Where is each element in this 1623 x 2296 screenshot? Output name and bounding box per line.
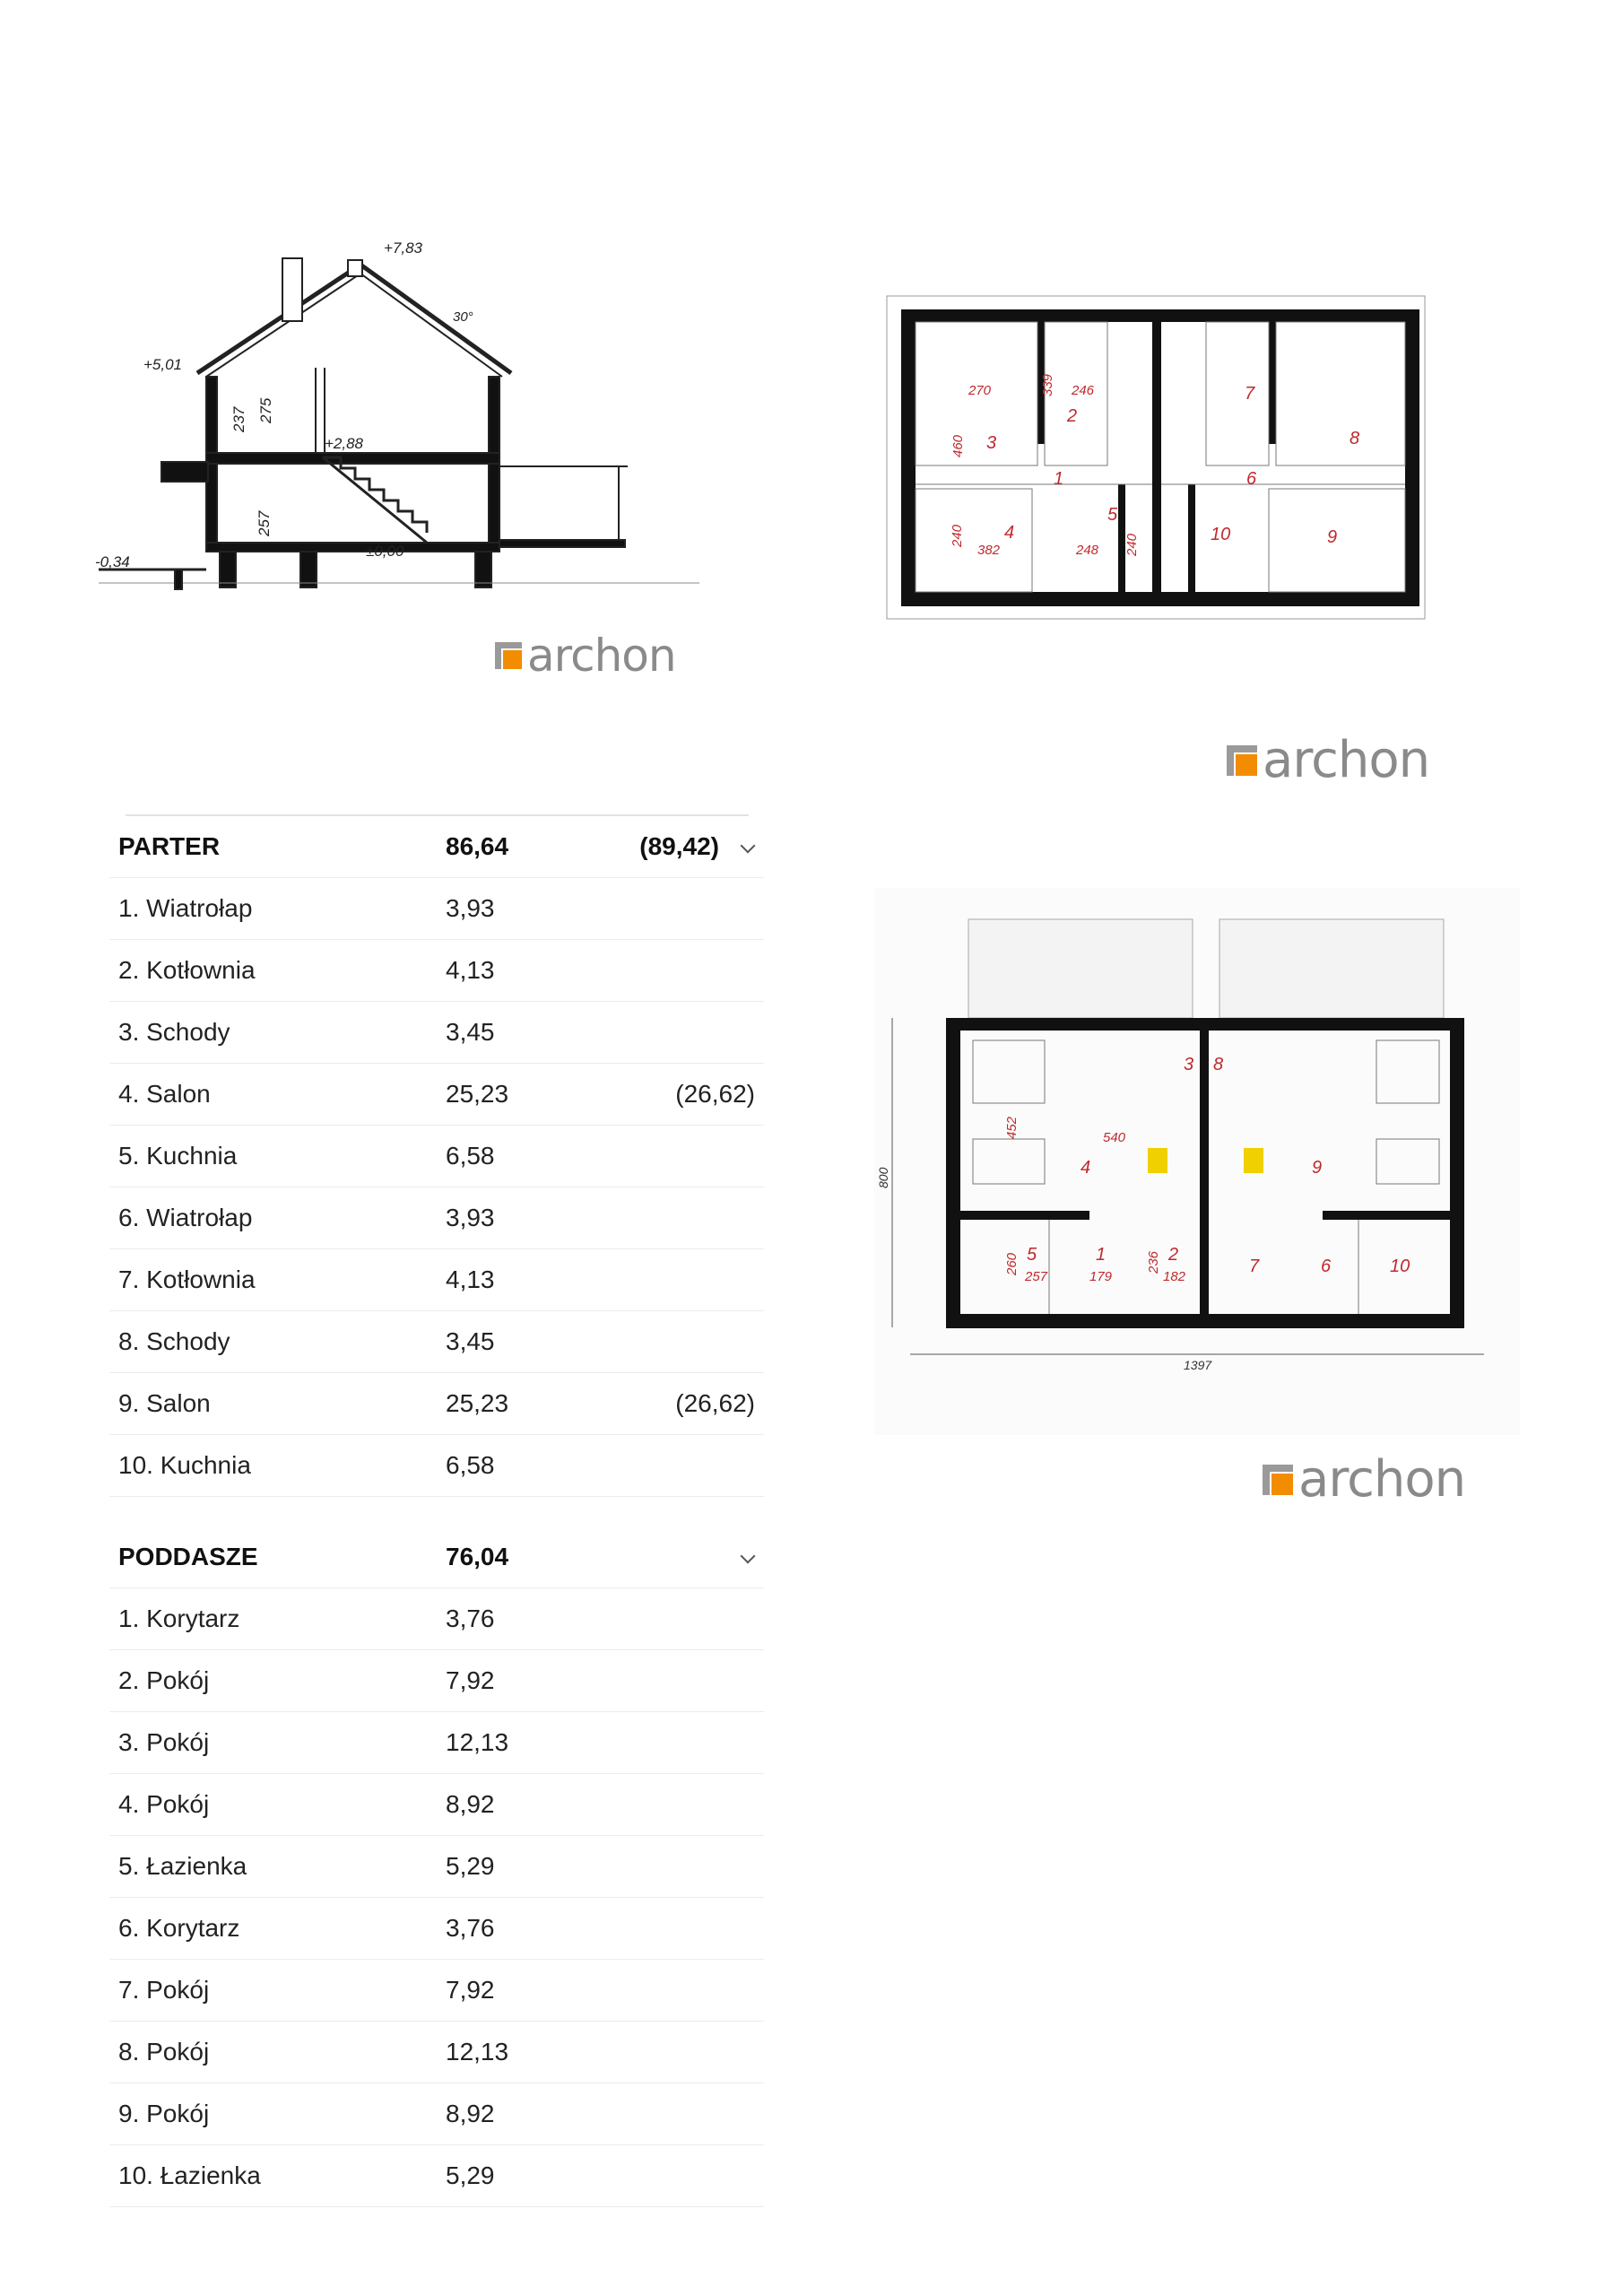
room-area: 4,13 <box>446 956 495 984</box>
archon-logo-attic <box>1227 731 1430 789</box>
room-label: 1. Korytarz <box>118 1605 240 1632</box>
archon-logo-icon <box>495 642 522 669</box>
room-label: 4. Salon <box>118 1080 211 1108</box>
room-label: 8. Schody <box>118 1327 230 1355</box>
dim-275: 275 <box>257 397 274 423</box>
room-area: 3,76 <box>446 1605 495 1632</box>
room-area: 25,23 <box>446 1080 509 1108</box>
attic-room-6: 6 <box>1246 469 1257 489</box>
plan-depth: 800 <box>876 1167 890 1188</box>
room-label: 2. Kotłownia <box>118 956 256 984</box>
ground-room-2: 2 <box>1168 1245 1179 1265</box>
room-label: 2. Pokój <box>118 1666 210 1694</box>
ground-room-7: 7 <box>1249 1257 1260 1276</box>
room-area: 6,58 <box>446 1451 495 1479</box>
ground-room-5: 5 <box>1027 1245 1037 1265</box>
ground-room-4: 4 <box>1081 1158 1091 1178</box>
table-row <box>109 1435 764 1497</box>
dim-237: 237 <box>230 406 247 432</box>
attic-dim-246: 246 <box>1072 383 1095 398</box>
attic-room-3: 3 <box>986 433 997 453</box>
eave-level: +5,01 <box>143 356 183 373</box>
attic-floor-plan <box>883 278 1466 628</box>
attic-room-9: 9 <box>1327 527 1338 547</box>
ground-dim-257: 257 <box>1025 1269 1048 1284</box>
table-row <box>109 1249 764 1311</box>
table-row <box>109 1650 764 1712</box>
room-label: 7. Kotłownia <box>118 1265 256 1293</box>
room-area: 8,92 <box>446 2100 495 2127</box>
table-row <box>109 1187 764 1249</box>
table-row <box>109 1836 764 1898</box>
attic-room-2: 2 <box>1067 406 1078 426</box>
table-row <box>109 2083 764 2145</box>
ground-room-8: 8 <box>1213 1055 1224 1074</box>
room-label: 9. Salon <box>118 1389 211 1417</box>
room-label: 9. Pokój <box>118 2100 210 2127</box>
section-drawing <box>81 233 708 628</box>
attic-room-5: 5 <box>1107 505 1118 525</box>
ground-dim-260: 260 <box>1004 1252 1020 1275</box>
attic-dim-382: 382 <box>977 543 1001 558</box>
attic-dim-339: 339 <box>1040 373 1055 396</box>
room-label: 6. Wiatrołap <box>118 1204 253 1231</box>
section-area-extra: (89,42) <box>639 832 719 860</box>
room-area: 3,93 <box>446 1204 495 1231</box>
table-row <box>109 1126 764 1187</box>
section-area: 76,04 <box>446 1543 509 1570</box>
table-row <box>109 1960 764 2022</box>
room-label: 4. Pokój <box>118 1790 210 1818</box>
room-label: 5. Łazienka <box>118 1852 247 1880</box>
room-area: 7,92 <box>446 1666 495 1694</box>
table-row <box>109 1311 764 1373</box>
dim-257: 257 <box>256 510 273 536</box>
ground-room-1: 1 <box>1096 1245 1107 1265</box>
poddasze-header[interactable] <box>109 1526 764 1588</box>
section-name: PARTER <box>118 832 221 860</box>
roof-angle: 30° <box>453 309 473 325</box>
plan-width: 1397 <box>1184 1358 1212 1372</box>
table-row <box>109 940 764 1002</box>
ground-level: -0,34 <box>95 553 130 570</box>
chevron-down-icon[interactable] <box>741 1549 756 1564</box>
table-row <box>109 1774 764 1836</box>
floor-level-ground: ±0,00 <box>366 543 404 560</box>
room-label: 7. Pokój <box>118 1976 210 2004</box>
floor-level-upper: +2,88 <box>325 435 364 452</box>
section-name: PODDASZE <box>118 1543 258 1570</box>
room-area: 6,58 <box>446 1142 495 1170</box>
attic-room-4: 4 <box>1004 523 1015 543</box>
attic-room-7: 7 <box>1245 384 1255 404</box>
logo-text: archon <box>1263 731 1430 789</box>
ground-dim-182: 182 <box>1163 1269 1186 1284</box>
attic-room-1: 1 <box>1054 469 1064 489</box>
room-area: 3,45 <box>446 1018 495 1046</box>
room-area: 12,13 <box>446 2038 509 2066</box>
attic-dim-240: 240 <box>950 524 965 547</box>
room-area-extra: (26,62) <box>675 1080 755 1108</box>
table-row <box>109 878 764 940</box>
ground-dim-179: 179 <box>1089 1269 1113 1284</box>
chevron-down-icon[interactable] <box>741 839 756 854</box>
table-row <box>109 1712 764 1774</box>
poddasze-table <box>109 1526 764 2207</box>
ground-room-9: 9 <box>1312 1158 1323 1178</box>
table-row <box>109 1588 764 1650</box>
ground-room-6: 6 <box>1321 1257 1332 1276</box>
archon-logo-icon <box>1263 1465 1293 1495</box>
room-area: 25,23 <box>446 1389 509 1417</box>
room-area: 12,13 <box>446 1728 509 1756</box>
table-row <box>109 1898 764 1960</box>
room-label: 5. Kuchnia <box>118 1142 238 1170</box>
room-label: 6. Korytarz <box>118 1914 240 1942</box>
table-row <box>109 1373 764 1435</box>
ground-room-3: 3 <box>1184 1055 1194 1074</box>
attic-room-8: 8 <box>1350 429 1360 448</box>
logo-text: archon <box>1298 1450 1466 1509</box>
room-area: 3,45 <box>446 1327 495 1355</box>
room-area: 5,29 <box>446 2161 495 2189</box>
archon-logo-ground <box>1263 1450 1466 1509</box>
attic-dim-240b: 240 <box>1124 533 1140 556</box>
room-label: 1. Wiatrołap <box>118 894 253 922</box>
ground-dim-540: 540 <box>1103 1130 1126 1145</box>
room-area: 3,93 <box>446 894 495 922</box>
table-row <box>109 1002 764 1064</box>
room-area: 3,76 <box>446 1914 495 1942</box>
table-row <box>109 2022 764 2083</box>
parter-header[interactable] <box>109 816 764 878</box>
table-row <box>109 2145 764 2207</box>
room-label: 3. Schody <box>118 1018 230 1046</box>
room-label: 3. Pokój <box>118 1728 210 1756</box>
attic-room-10: 10 <box>1211 525 1231 544</box>
table-row <box>109 1064 764 1126</box>
ridge-level: +7,83 <box>384 239 423 257</box>
ground-floor-plan <box>874 888 1520 1435</box>
room-label: 10. Kuchnia <box>118 1451 251 1479</box>
room-area: 7,92 <box>446 1976 495 2004</box>
archon-logo-icon <box>1227 745 1257 776</box>
archon-logo <box>495 630 676 682</box>
ground-dim-452: 452 <box>1004 1116 1020 1139</box>
attic-dim-460: 460 <box>950 434 966 457</box>
room-area: 4,13 <box>446 1265 495 1293</box>
attic-dim-248: 248 <box>1076 543 1099 558</box>
room-label: 10. Łazienka <box>118 2161 261 2189</box>
room-label: 8. Pokój <box>118 2038 210 2066</box>
section-area: 86,64 <box>446 832 509 860</box>
room-area: 8,92 <box>446 1790 495 1818</box>
logo-text: archon <box>527 630 676 682</box>
attic-dim-270: 270 <box>968 383 992 398</box>
room-area-extra: (26,62) <box>675 1389 755 1417</box>
room-area: 5,29 <box>446 1852 495 1880</box>
ground-room-10: 10 <box>1390 1257 1410 1276</box>
ground-dim-236: 236 <box>1146 1250 1161 1274</box>
parter-table <box>109 816 764 1497</box>
